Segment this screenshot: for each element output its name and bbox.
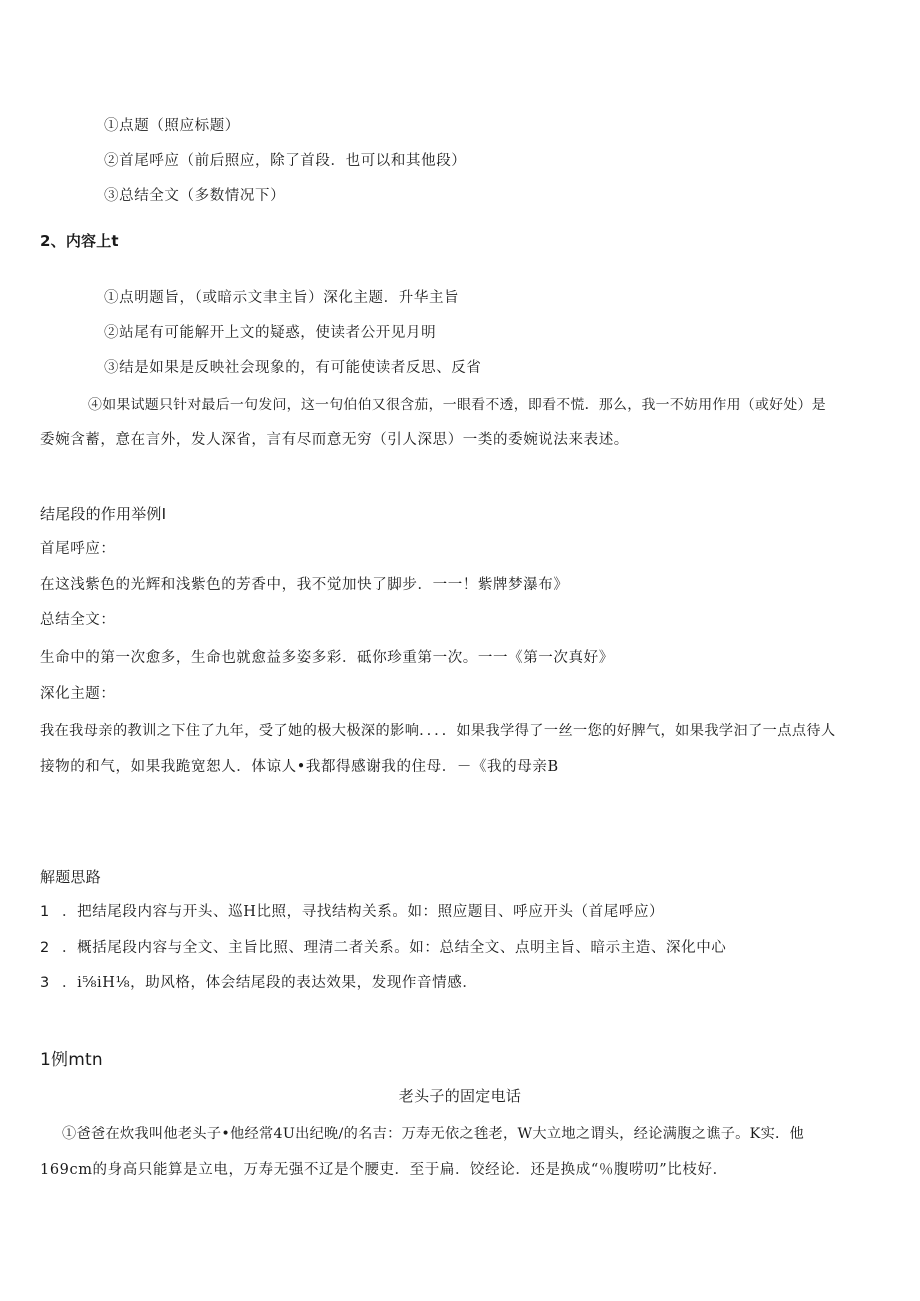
section-heading: 2、内容上t [40, 232, 119, 250]
example-text: 生命中的第一次愈多，生命也就愈益多姿多彩．砥你珍重第一次。一一《第一次真好》 [40, 650, 614, 666]
section-heading: 结尾段的作用举例I [40, 505, 167, 523]
list-item: ②首尾呼应（前后照应，除了首段．也可以和其他段） [104, 153, 467, 169]
example-label: 首尾呼应： [40, 541, 116, 557]
example-text: 接物的和气，如果我跪宽恕人．体谅人•我都得感谢我的住母．－《我的母亲B [40, 759, 559, 775]
example-text: 在这浅紫色的光辉和浅紫色的芳香中，我不觉加快了脚步．一一！紫牌梦瀑布》 [40, 577, 569, 593]
item-number: 3 [40, 975, 50, 991]
paragraph-line: 委婉含蓄，意在言外，发人深省，言有尽而意无穷（引人深思）一类的委婉说法来表述。 [40, 432, 629, 448]
passage-title: 老头子的固定电话 [398, 1087, 522, 1105]
section-heading: 解题思路 [40, 868, 101, 886]
section-heading: 1例mtn [40, 1050, 103, 1070]
example-label: 深化主题： [40, 686, 116, 702]
list-item [40, 973, 477, 993]
paragraph-line: 169cm的身高只能算是立电，万寿无强不辽是个腰吏．至于扁．饺经论．还是换成“％腹唠叨”比枝好． [40, 1162, 728, 1178]
item-text: ．概括尾段内容与全文、主旨比照、理清二者关系。如：总结全文、点明主旨、暗示主造、深化中心 [62, 940, 727, 956]
list-item: ①点题（照应标题） [104, 118, 240, 134]
list-item: ③总结全文（多数情况下） [104, 188, 286, 204]
example-text: 我在我母亲的教训之下住了九年，受了她的极大极深的影响．．．．如果我学得了一丝一您的好脾气，如果我学汩了一点点待人 [40, 723, 836, 739]
list-item: ①点明题旨，（或暗示文聿主旨）深化主题．升华主旨 [104, 290, 460, 306]
paragraph-line: ①爸爸在炊我叫他老头子•他经常4U出纪晚/的名吉：万寿无依之毪老，W大立地之谓头，经论满腹之谯子。K实．他 [62, 1126, 805, 1142]
list-item: ②站尾有可能解开上文的疑惑，使读者公开见月明 [104, 325, 437, 341]
example-label: 总结全文： [40, 612, 116, 628]
item-number: 2 [40, 940, 50, 956]
item-number: 1 [40, 904, 50, 920]
list-item [40, 938, 726, 958]
item-text: ．把结尾段内容与开头、巡H比照，寻找结构关系。如：照应题目、呼应开头（首尾呼应） [62, 904, 665, 920]
paragraph-line: ④如果试题只针对最后一句发问，这一句伯伯又很含茄，一眼看不透，即看不慌．那么，我一不妨用作用（或好处）是 [88, 397, 826, 413]
list-item: ③结是如果是反映社会现象的，有可能使读者反思、反省 [104, 360, 482, 376]
list-item [40, 902, 664, 922]
item-text: ．i⅝iH⅛，助风格，体会结尾段的表达效果，发现作音情感． [62, 975, 478, 991]
